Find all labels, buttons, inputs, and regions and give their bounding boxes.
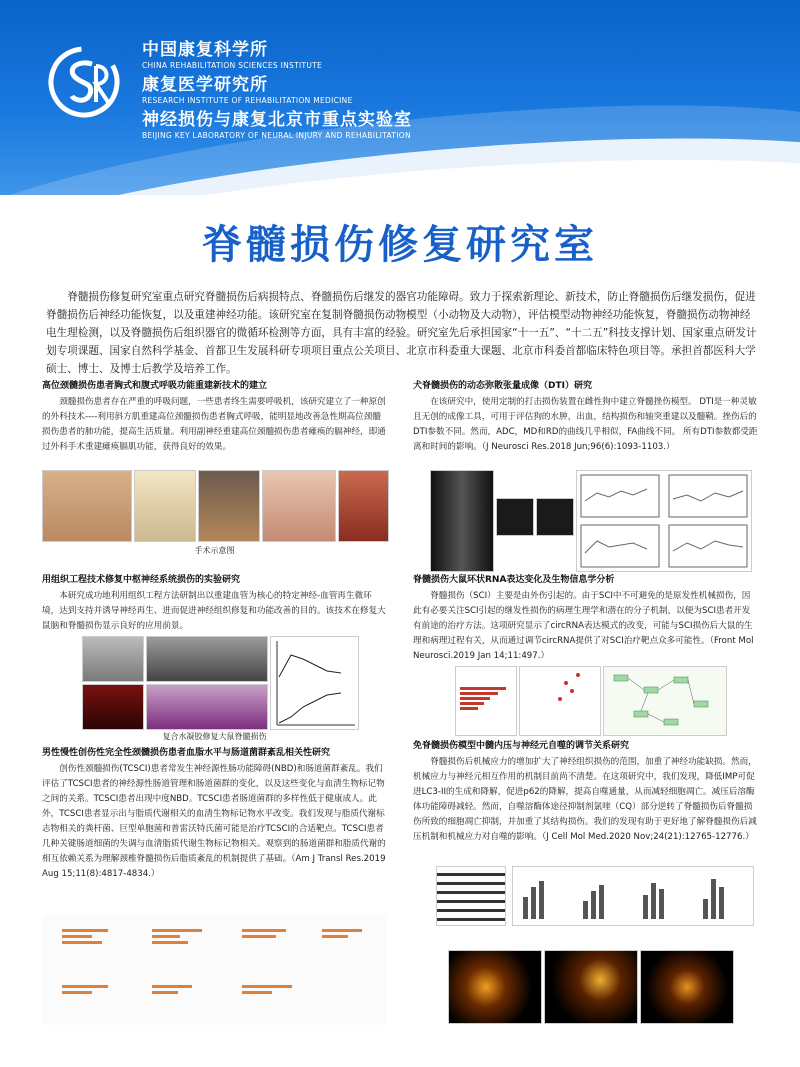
go-bar-chart xyxy=(455,666,517,736)
section-body: 脊髓损伤（SCI）主要是由外伤引起的。由于SCI中不可避免的是原发性机械损伤，因此有必要关注SCI引起的继发性损伤的病理生理学和潜在的分子机制，以便为SCI患者开发有前途的治疗方法。这项研究显示了circRNA表达模式的改变，可能与SCI损伤后大鼠的生理和病理过程有关，从而通过调节circRNA提供了对SCI治疗靶点众多可能性。（Front Mol Neurosci.2019 Jan 14;11:497.） xyxy=(413,591,754,661)
sem-image xyxy=(146,636,268,682)
surgery-photo-e xyxy=(338,470,389,542)
pathway-diagram xyxy=(603,666,727,736)
anova-bar-plots xyxy=(42,915,387,1025)
fluorescence-image xyxy=(82,684,144,730)
bar-plots-icon xyxy=(42,915,387,1025)
figure-caption: 复合水凝胶修复大鼠脊髓损伤 xyxy=(162,732,267,741)
scaffold-image xyxy=(82,636,144,682)
anatomy-diagram-d xyxy=(262,470,336,542)
section-heading: 犬脊髓损伤的动态弥散张量成像（DTI）研究 xyxy=(413,381,592,391)
section-heading: 男性慢性创伤性完全性颈髓损伤患者血脂水平与肠道菌群紊乱相关性研究 xyxy=(42,748,331,758)
figure-caption: 手术示意图 xyxy=(194,546,235,555)
dti-parameter-plots xyxy=(576,470,752,572)
section-heading: 高位颈髓损伤患者胸式和腹式呼吸功能重建新技术的建立 xyxy=(42,381,268,391)
bar-chart-icon xyxy=(456,667,516,735)
org-cn-3: 神经损伤与康复北京市重点实验室 xyxy=(142,110,412,130)
org-cn-2: 康复医学研究所 xyxy=(142,75,268,95)
org-en-2: RESEARCH INSTITUTE OF REHABILITATION MEDICINE xyxy=(142,96,353,105)
section-body: 在该研究中，使用定制的打击损伤装置在雌性狗中建立脊髓挫伤模型。 DTI是一种灵敏且无创的成像工具，可用于评估狗的水肿，出血，结构损伤和轴突重建以及髓鞘。挫伤后的DTI参数不同。然而，ADC，MD和RD的曲线几乎相似，FA曲线不同。 所有DTI参数都受距离和时间的影响。（J Neurosci Res.2018 Jun;96(6):1093-1103.） xyxy=(413,397,758,452)
circrna-figure xyxy=(455,666,725,734)
csr-logo-icon xyxy=(44,42,124,122)
dti-figure xyxy=(430,470,750,570)
intro-paragraph: 脊髓损伤修复研究室重点研究脊髓损伤后病损特点、脊髓损伤后继发的器官功能障碍。致力于探索新理论、新技术，防止脊髓损伤后继发损伤，促进脊髓损伤后神经功能恢复，以及重建神经功能。该研究室在复制脊髓损伤动物模型（小动物及大动物），评估模型动物神经功能恢复，脊髓损伤动物神经电生理检测，以及脊髓损伤后组织器官的微循环检测等方面，具有丰富的经验。研究室先后承担国家“十一五”、“十二五”科技支撑计划、国家重点研发计划专项课题、国家自然科学基金、首都卫生发展科研专项项目重点公关项目、北京市科委重大课题、北京市科委首都临床特色项目等。承担首都医科大学硕士、博士、及博士后教学及培养工作。 xyxy=(46,291,757,375)
line-plot-icon xyxy=(271,637,358,729)
section-heading: 脊髓损伤大鼠环状RNA表达变化及生物信息学分析 xyxy=(413,575,615,585)
org-cn-1: 中国康复科学所 xyxy=(142,40,268,60)
org-en-1: CHINA REHABILITATION SCIENCES INSTITUTE xyxy=(142,61,323,70)
fluorescence-panel-3 xyxy=(640,950,734,1024)
quantification-bars xyxy=(512,866,754,926)
surgery-figure xyxy=(42,470,387,540)
section-body: 本研究成功地利用组织工程方法研制出以重建血管为核心的特定神经-血管再生微环境，达到支持并诱导神经再生、进而促进神经组织修复和功能改善的目的。该技术在修复大鼠脑和脊髓损伤显示良好的应用前景。 xyxy=(42,591,386,631)
histology-image xyxy=(146,684,268,730)
org-en-3: BEIJING KEY LABORATORY OF NEURAL INJURY AND REHABILITATION xyxy=(142,131,411,140)
network-icon xyxy=(604,667,726,735)
back-photo-c xyxy=(198,470,260,542)
section-breathing xyxy=(42,380,387,455)
section-body: 颈髓损伤患者存在严重的呼吸问题，一些患者终生需要呼吸机，该研究建立了一种原创的外科技术----利用斜方肌重建高位颈髓损伤患者胸式呼吸，能明显地改善急性期高位颈髓损伤患者的肺功能，提高生活质量。利用副神经重建高位颈髓损伤患者瘫痪的膈神经，即通过外科手术重建瘫痪膈肌功能，获得良好的效果。 xyxy=(42,397,386,452)
section-tissue-engineering xyxy=(42,574,387,634)
section-dti xyxy=(413,380,758,455)
skeleton-image-b xyxy=(134,470,196,542)
dot-plot xyxy=(519,666,601,736)
page-title: 脊髓损伤修复研究室 xyxy=(202,221,598,268)
section-body: 脊髓损伤后机械应力的增加扩大了神经组织损伤的范围，加重了神经功能缺损。然而，机械应力与神经元相互作用的机制目前尚不清楚。在这项研究中，我们发现，降低IMP可促进LC3-II的生成和降解，促进p62的降解，提高自噬通量，从而减轻细胞凋亡。减压后溶酶体功能障碍减轻。然而，自噬溶酶体途径抑制剂氯喹（CQ）部分逆转了脊髓损伤后脊髓损伤所致的细胞凋亡抑制，并加重了其结构损伤。我们的发现有助于更好地了解脊髓损伤后减压机制和机械应力对自噬的影响。（J Cell Mol Med.2020 Nov;24(21):12765-12776.） xyxy=(413,757,757,842)
mri-sagittal-image xyxy=(430,470,494,572)
organization-names xyxy=(142,40,412,145)
section-heading: 用组织工程技术修复中枢神经系统损伤的实验研究 xyxy=(42,575,241,585)
section-gut-microbiota xyxy=(42,747,387,882)
fluorescence-panel-2 xyxy=(544,950,638,1024)
line-plots-icon xyxy=(577,471,751,571)
section-body: 创伤性颈髓损伤(TCSCI)患者常发生神经源性肠功能障碍(NBD)和肠道菌群紊乱。我们评估了TCSCI患者的神经源性肠道管理和肠道菌群的变化，以及这些变化与血清生物标记物之间的关系。TCSCI患者出现中度NBD。TCSCI患者肠道菌群的多样性低于健康成人。此外，TCSCI患者显示出与脂质代谢相关的血清生物标记物水平改变。我们发现与脂质代谢标志物相关的粪杆菌、巨型单胞菌和普雷沃特氏菌可能是治疗TCSCI的合适靶点。TCSCI患者几种关键肠道细菌的失调与血清脂质代谢生物标记物相关。观察到的肠道菌群和脂质代谢的相互依赖关系为理解颈椎脊髓损伤后脂质紊乱的机制提供了基础。（Am J Transl Res.2019 Aug 15;11(8):4817-4834.） xyxy=(42,764,386,879)
dot-plot-icon xyxy=(520,667,600,735)
mri-axial-dti xyxy=(536,498,574,536)
section-autophagy xyxy=(413,740,758,845)
section-circrna xyxy=(413,574,758,664)
mri-axial-t10 xyxy=(496,498,534,536)
autophagy-figure xyxy=(428,862,758,1027)
bar-chart-icon xyxy=(513,867,753,925)
hydrogel-figure xyxy=(82,636,357,728)
fluorescence-panel-1 xyxy=(448,950,542,1024)
western-blot-image xyxy=(436,866,506,926)
surgery-photo-a xyxy=(42,470,132,542)
bbb-score-plot xyxy=(270,636,359,730)
section-heading: 免脊髓损伤模型中髓内压与神经元自噬的调节关系研究 xyxy=(413,741,630,751)
